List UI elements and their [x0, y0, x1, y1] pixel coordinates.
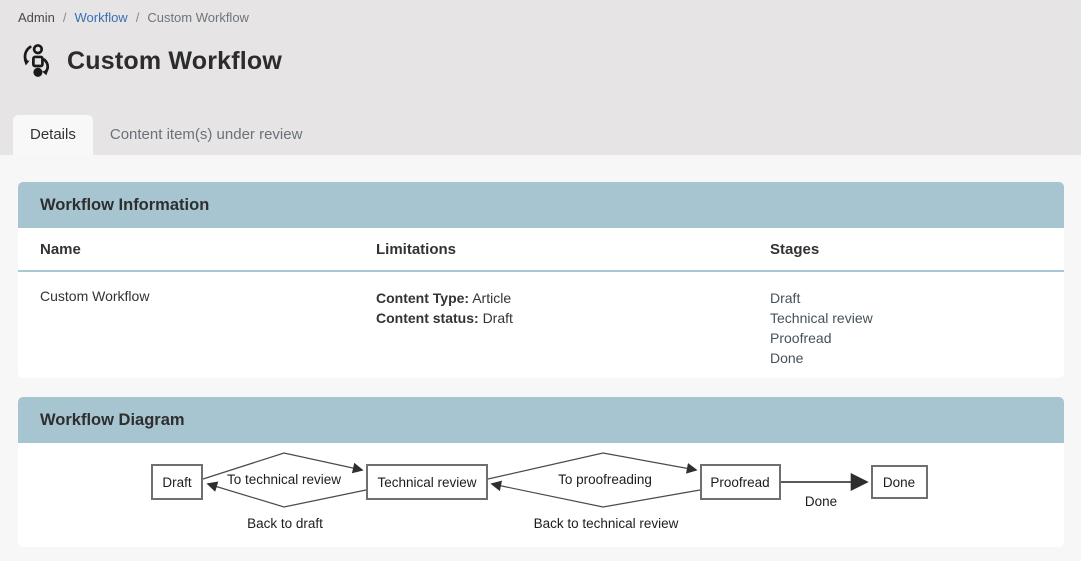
node-label-technical-review: Technical review — [377, 475, 477, 490]
limitation-value: Draft — [482, 310, 513, 326]
workflow-diagram-body — [18, 443, 1064, 547]
diagram-node-technical-review — [367, 465, 487, 499]
node-label-proofread: Proofread — [710, 475, 770, 490]
top-band — [0, 0, 1081, 155]
page-title: Custom Workflow — [67, 46, 283, 75]
diagram-node-proofread — [701, 465, 780, 499]
workflow-icon — [18, 42, 56, 80]
limitation-label: Content status: — [376, 310, 479, 326]
stages-cell — [770, 288, 1064, 368]
tab-content-items-under-review[interactable]: Content item(s) under review — [109, 126, 303, 143]
breadcrumb — [18, 10, 1063, 25]
info-table-row — [18, 272, 1064, 378]
workflow-diagram-panel — [18, 397, 1064, 547]
workflow-information-body — [18, 228, 1064, 378]
column-header-name: Name — [40, 241, 81, 258]
workflow-information-header: Workflow Information — [18, 182, 1064, 228]
workflow-information-panel — [18, 182, 1064, 378]
column-header-limitations: Limitations — [376, 241, 457, 258]
edge-label-to-technical-review: To technical review — [226, 472, 342, 487]
breadcrumb-item-current: Custom Workflow — [147, 10, 249, 25]
main-content — [0, 155, 1081, 561]
workflow-name-cell: Custom Workflow — [40, 288, 150, 304]
workflow-diagram-header: Workflow Diagram — [18, 397, 1064, 443]
edge-back-to-draft — [208, 484, 366, 507]
limitation-value: Article — [472, 290, 512, 306]
node-label-done: Done — [882, 475, 916, 490]
edge-label-back-to-draft: Back to draft — [247, 516, 323, 531]
page-title-row — [18, 40, 1063, 82]
limitation-content-status — [376, 308, 770, 328]
stage-item: Proofread — [770, 330, 832, 346]
diagram-node-draft — [152, 465, 202, 499]
edge-label-back-to-technical-review: Back to technical review — [533, 516, 679, 531]
tab-details[interactable]: Details — [13, 115, 93, 155]
info-table-header — [18, 228, 1064, 272]
workflow-diagram-canvas — [18, 443, 1064, 547]
edge-label-to-proofreading: To proofreading — [558, 472, 652, 487]
diagram-node-done — [872, 466, 927, 498]
tab-bar — [13, 115, 319, 155]
stage-item: Technical review — [770, 310, 873, 326]
limitation-label: Content Type: — [376, 290, 470, 306]
breadcrumb-separator: / — [62, 10, 67, 25]
column-header-stages: Stages — [770, 241, 820, 258]
edge-label-done: Done — [804, 494, 838, 509]
breadcrumb-item-workflow[interactable]: Workflow — [74, 10, 128, 25]
breadcrumb-item-admin: Admin — [18, 10, 55, 25]
stage-item: Draft — [770, 290, 801, 306]
stage-item: Done — [770, 350, 804, 366]
limitation-content-type — [376, 288, 770, 308]
breadcrumb-separator: / — [135, 10, 140, 25]
edge-back-to-technical-review — [492, 484, 700, 507]
limitations-cell — [376, 288, 770, 368]
node-label-draft: Draft — [162, 475, 192, 490]
